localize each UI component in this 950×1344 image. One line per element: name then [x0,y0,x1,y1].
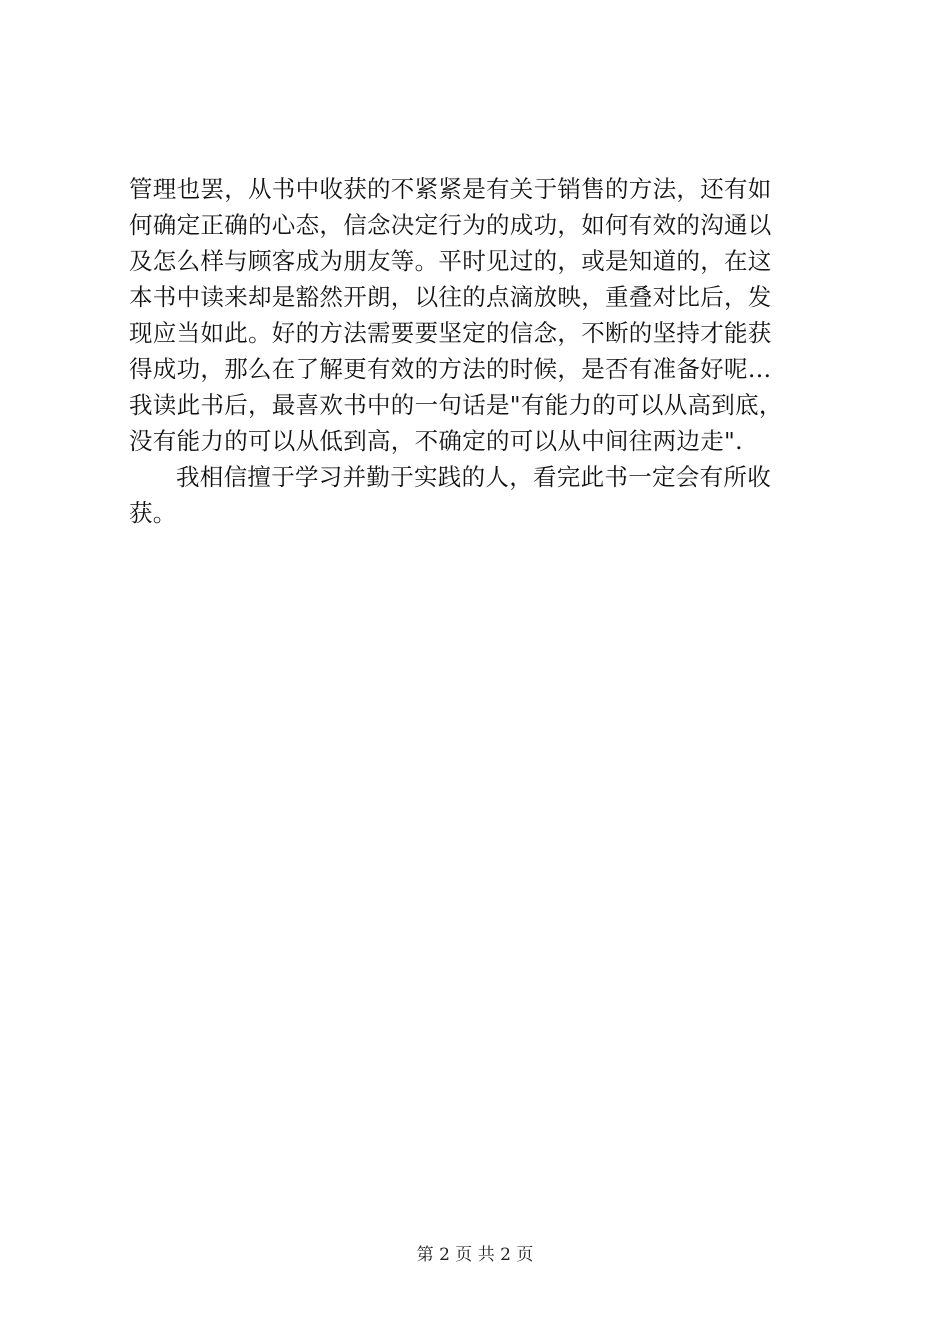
text-line: 本书中读来却是豁然开朗，以往的点滴放映，重叠对比后，发 [129,283,772,311]
closing-paragraph-line: 我相信擅于学习并勤于实践的人，看完此书一定会有所收 [176,463,771,491]
text-line: 我读此书后，最喜欢书中的一句话是"有能力的可以从高到底， [129,391,783,419]
text-line: 没有能力的可以从低到高，不确定的可以从中间往两边走". [129,427,743,455]
text-line: 得成功，那么在了解更有效的方法的时候，是否有准备好呢… [129,355,772,383]
document-body [129,171,829,531]
text-line: 何确定正确的心态，信念决定行为的成功，如何有效的沟通以 [129,211,772,239]
text-line: 管理也罢，从书中收获的不紧紧是有关于销售的方法，还有如 [129,175,772,203]
page-number-footer: 第 2 页 共 2 页 [416,1245,534,1265]
closing-paragraph-line: 获。 [129,499,177,527]
text-line: 现应当如此。好的方法需要要坚定的信念，不断的坚持才能获 [129,319,772,347]
text-line: 及怎么样与顾客成为朋友等。平时见过的，或是知道的，在这 [129,247,772,275]
